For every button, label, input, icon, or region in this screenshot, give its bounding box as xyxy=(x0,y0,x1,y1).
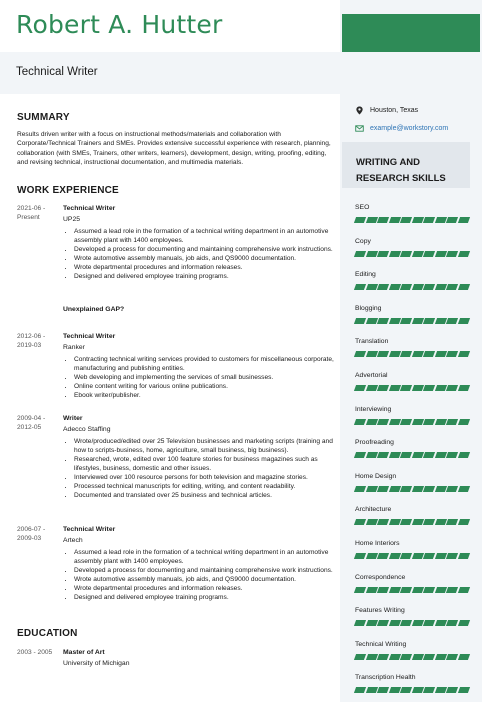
skill-level-segment xyxy=(377,620,389,626)
skill-level-segment xyxy=(400,687,412,693)
job-role: Technical Writer xyxy=(63,526,116,533)
job-bullet: • Designed and delivered employee training programs. xyxy=(74,593,335,602)
skill-level-bar xyxy=(355,419,469,425)
job-bullet: • Contracting technical writing services provided to customers for miscellaneous corporate, manufacturing and publishing entities. xyxy=(74,355,335,373)
job-bullet: • Researched, wrote, edited over 100 feature stories for business magazines such as lifestyles, business, domestic and other issues. xyxy=(74,455,335,473)
job-company: Ranker xyxy=(63,344,85,351)
skill-level-segment xyxy=(423,519,435,525)
education-body xyxy=(63,648,335,668)
envelope-icon xyxy=(355,124,364,133)
skill-name: Transcription Health xyxy=(355,674,416,682)
job-company: Adecco Staffing xyxy=(63,426,111,433)
education-heading: EDUCATION xyxy=(17,628,78,639)
skill-level-segment xyxy=(400,452,412,458)
skill-level-segment xyxy=(458,318,470,324)
skill-name: Proofreading xyxy=(355,439,394,447)
skill-name: Translation xyxy=(355,338,389,346)
skill-level-segment xyxy=(446,318,458,324)
skill-level-bar xyxy=(355,620,469,626)
skill-level-segment xyxy=(458,654,470,660)
skill-level-segment xyxy=(400,519,412,525)
skill-level-segment xyxy=(400,385,412,391)
skill-level-segment xyxy=(377,553,389,559)
job-bullets xyxy=(63,548,335,602)
skill-name: Correspondence xyxy=(355,573,406,581)
job-date-end: Present xyxy=(17,214,40,221)
skill-level-segment xyxy=(446,419,458,425)
skill-level-segment xyxy=(458,486,470,492)
email-link[interactable]: example@workstory.com xyxy=(370,125,449,132)
skill-level-segment xyxy=(458,553,470,559)
skill-item xyxy=(355,540,469,559)
skill-level-segment xyxy=(446,284,458,290)
skill-item xyxy=(355,338,469,357)
skill-level-segment xyxy=(400,217,412,223)
skill-level-segment xyxy=(458,351,470,357)
skill-item xyxy=(355,574,469,593)
job-bullet: • Developed a process for documenting and maintaining comprehensive work instructions. xyxy=(74,566,335,575)
skill-level-segment xyxy=(377,385,389,391)
job-role: Technical Writer xyxy=(63,333,116,340)
skill-level-segment xyxy=(400,620,412,626)
skill-level-segment xyxy=(400,419,412,425)
experience-heading: WORK EXPERIENCE xyxy=(17,185,119,196)
job-body xyxy=(63,525,335,602)
job-bullets xyxy=(63,227,335,281)
skill-level-segment xyxy=(377,452,389,458)
skill-level-segment xyxy=(354,251,366,257)
skill-item xyxy=(355,238,469,257)
skill-level-bar xyxy=(355,351,469,357)
skill-level-segment xyxy=(446,553,458,559)
skill-level-segment xyxy=(458,385,470,391)
skill-name: Architecture xyxy=(355,506,392,514)
job-bullet: • Ebook writer/publisher. xyxy=(74,391,335,400)
skill-level-segment xyxy=(423,486,435,492)
map-pin-icon xyxy=(355,106,364,115)
skill-level-segment xyxy=(400,654,412,660)
skill-level-segment xyxy=(354,553,366,559)
skill-name: Features Writing xyxy=(355,607,405,615)
skill-level-segment xyxy=(400,251,412,257)
summary-text: Results driven writer with a focus on instructional methods/materials and collaboration with Corporate/Technical Trainers and SMEs. Provides extensive successful experience with research, planning, collaboration (with SMEs, Trainers, other writers, learners), development, design, writing, proofing, editing, and revising technical, instructional documentation, and multimedia materials. xyxy=(17,131,331,167)
job-body xyxy=(63,414,335,500)
skill-level-segment xyxy=(354,654,366,660)
skill-level-segment xyxy=(446,452,458,458)
skill-level-segment xyxy=(377,251,389,257)
skill-level-segment xyxy=(446,587,458,593)
skill-level-segment xyxy=(458,687,470,693)
job-date-end: 2012-05 xyxy=(17,424,42,431)
skill-level-segment xyxy=(377,217,389,223)
job-bullet: • Assumed a lead role in the formation of a technical writing department in an automotive assembly plant with 1400 employees. xyxy=(74,227,335,245)
job-dates xyxy=(17,414,57,432)
skills-heading-box xyxy=(342,142,470,188)
skill-level-segment xyxy=(423,587,435,593)
contact-location xyxy=(355,106,418,115)
education-degree: Master of Art xyxy=(63,649,105,656)
skill-level-segment xyxy=(377,519,389,525)
skill-level-bar xyxy=(355,519,469,525)
skill-level-segment xyxy=(354,452,366,458)
skill-level-segment xyxy=(377,486,389,492)
skill-level-segment xyxy=(354,318,366,324)
job-bullet: • Developed a process for documenting and maintaining comprehensive work instructions. xyxy=(74,245,335,254)
skill-level-segment xyxy=(365,486,377,492)
skill-level-bar xyxy=(355,654,469,660)
skill-level-segment xyxy=(354,419,366,425)
job-title: Technical Writer xyxy=(16,66,98,78)
job-role: Writer xyxy=(63,415,83,422)
skill-level-segment xyxy=(377,419,389,425)
job-date-start: 2006-07 - xyxy=(17,526,46,533)
skill-level-segment xyxy=(446,385,458,391)
gap-note: Unexplained GAP? xyxy=(63,306,125,313)
skill-level-bar xyxy=(355,687,469,693)
job-role: Technical Writer xyxy=(63,205,116,212)
skill-item xyxy=(355,506,469,525)
skill-level-segment xyxy=(446,217,458,223)
skill-level-segment xyxy=(354,687,366,693)
skill-level-segment xyxy=(423,553,435,559)
job-bullets xyxy=(63,437,335,500)
contact-email[interactable] xyxy=(355,124,448,133)
skill-item xyxy=(355,406,469,425)
skill-name: Advertorial xyxy=(355,372,388,379)
skill-name: Home Design xyxy=(355,472,397,480)
skill-level-bar xyxy=(355,385,469,391)
skill-name: Technical Writing xyxy=(355,640,407,648)
job-bullet: • Wrote automotive assembly manuals, job aids, and QS9000 documentation. xyxy=(74,575,335,584)
skill-name: SEO xyxy=(355,204,370,211)
skill-level-segment xyxy=(354,351,366,357)
skill-level-segment xyxy=(365,251,377,257)
skill-level-bar xyxy=(355,553,469,559)
job-dates xyxy=(17,204,57,222)
skill-level-segment xyxy=(458,217,470,223)
job-dates xyxy=(17,332,57,350)
job-body xyxy=(63,204,335,281)
skill-level-segment xyxy=(446,620,458,626)
skill-item xyxy=(355,305,469,324)
location-text: Houston, Texas xyxy=(370,107,419,114)
job-bullet: • Designed and delivered employee training programs. xyxy=(74,272,335,281)
skill-level-segment xyxy=(423,251,435,257)
skill-level-segment xyxy=(400,553,412,559)
skill-name: Editing xyxy=(355,271,376,279)
skill-level-segment xyxy=(400,318,412,324)
skill-name: Blogging xyxy=(355,304,382,312)
job-bullet: • Web developing and implementing the services of small businesses. xyxy=(74,373,335,382)
skill-level-segment xyxy=(458,620,470,626)
skill-level-segment xyxy=(354,217,366,223)
job-date-end: 2019-03 xyxy=(17,342,42,349)
skill-level-segment xyxy=(423,217,435,223)
skill-name: Interviewing xyxy=(355,405,392,413)
skill-level-segment xyxy=(354,519,366,525)
summary-heading: SUMMARY xyxy=(17,112,70,123)
skill-level-segment xyxy=(423,620,435,626)
job-bullet: • Documented and translated over 25 business and technical articles. xyxy=(74,491,335,500)
skill-level-segment xyxy=(354,620,366,626)
skill-level-segment xyxy=(400,284,412,290)
job-bullets xyxy=(63,355,335,400)
skill-level-segment xyxy=(377,318,389,324)
job-date-start: 2009-04 - xyxy=(17,415,46,422)
skill-level-segment xyxy=(446,654,458,660)
skills-heading: WRITING AND RESEARCH SKILLS xyxy=(356,157,446,184)
skill-level-segment xyxy=(377,654,389,660)
job-bullet: • Processed technical manuscripts for editing, writing, and content readability. xyxy=(74,482,335,491)
skill-item xyxy=(355,439,469,458)
skill-level-bar xyxy=(355,217,469,223)
skill-level-bar xyxy=(355,318,469,324)
skill-level-segment xyxy=(400,351,412,357)
skill-name: Copy xyxy=(355,237,371,245)
skill-level-bar xyxy=(355,587,469,593)
skill-level-segment xyxy=(365,318,377,324)
skill-level-segment xyxy=(423,318,435,324)
skill-level-segment xyxy=(458,452,470,458)
skill-level-segment xyxy=(354,587,366,593)
skill-item xyxy=(355,641,469,660)
skill-level-segment xyxy=(377,284,389,290)
job-body xyxy=(63,332,335,400)
skill-level-segment xyxy=(458,251,470,257)
job-dates xyxy=(17,525,57,543)
education-school: University of Michigan xyxy=(63,660,130,667)
skill-level-segment xyxy=(446,486,458,492)
job-bullet: • Interviewed over 100 resource persons for both television and magazine stories. xyxy=(74,473,335,482)
education-dates: 2003 - 2005 xyxy=(17,649,53,656)
skill-level-segment xyxy=(446,251,458,257)
job-bullet: • Wrote departmental procedures and information releases. xyxy=(74,584,335,593)
skill-level-bar xyxy=(355,452,469,458)
skill-level-segment xyxy=(400,486,412,492)
skill-level-segment xyxy=(458,284,470,290)
skill-level-segment xyxy=(354,385,366,391)
skill-level-segment xyxy=(423,687,435,693)
skill-level-segment xyxy=(400,587,412,593)
job-bullet: • Wrote departmental procedures and information releases. xyxy=(74,263,335,272)
job-date-end: 2009-03 xyxy=(17,535,42,542)
skill-level-bar xyxy=(355,251,469,257)
candidate-name: Robert A. Hutter xyxy=(16,10,223,39)
skill-level-segment xyxy=(423,654,435,660)
skill-level-segment xyxy=(354,486,366,492)
skill-level-segment xyxy=(458,419,470,425)
skill-level-segment xyxy=(423,284,435,290)
skill-level-segment xyxy=(354,284,366,290)
skill-level-segment xyxy=(365,419,377,425)
skill-item xyxy=(355,473,469,492)
job-company: UP25 xyxy=(63,216,81,223)
job-bullet: • Wrote automotive assembly manuals, job aids, and QS9000 documentation. xyxy=(74,254,335,263)
skill-item xyxy=(355,372,469,391)
skill-level-segment xyxy=(377,587,389,593)
sidebar-accent-block xyxy=(342,14,480,52)
skill-item xyxy=(355,271,469,290)
job-company: Artech xyxy=(63,537,83,544)
skill-level-bar xyxy=(355,486,469,492)
job-bullet: • Online content writing for various online publications. xyxy=(74,382,335,391)
skill-level-bar xyxy=(355,284,469,290)
job-bullet: • Wrote/produced/edited over 25 Television businesses and marketing scripts (training and how to scripts-business, home, agriculture, small business, big business). xyxy=(74,437,335,455)
skill-level-segment xyxy=(458,587,470,593)
job-date-start: 2012-06 - xyxy=(17,333,46,340)
skill-item xyxy=(355,607,469,626)
skill-level-segment xyxy=(365,587,377,593)
skill-name: Home Interiors xyxy=(355,540,400,547)
skill-level-segment xyxy=(458,519,470,525)
skill-level-segment xyxy=(423,452,435,458)
skill-level-segment xyxy=(365,654,377,660)
skill-level-segment xyxy=(423,419,435,425)
skill-level-segment xyxy=(377,351,389,357)
skill-item xyxy=(355,204,469,223)
skill-level-segment xyxy=(377,687,389,693)
job-bullet: • Assumed a lead role in the formation of a technical writing department in an automotive assembly plant with 1400 employees. xyxy=(74,548,335,566)
skill-level-segment xyxy=(423,351,435,357)
job-date-start: 2021-06 - xyxy=(17,205,46,212)
skill-item xyxy=(355,674,469,693)
skill-level-segment xyxy=(423,385,435,391)
